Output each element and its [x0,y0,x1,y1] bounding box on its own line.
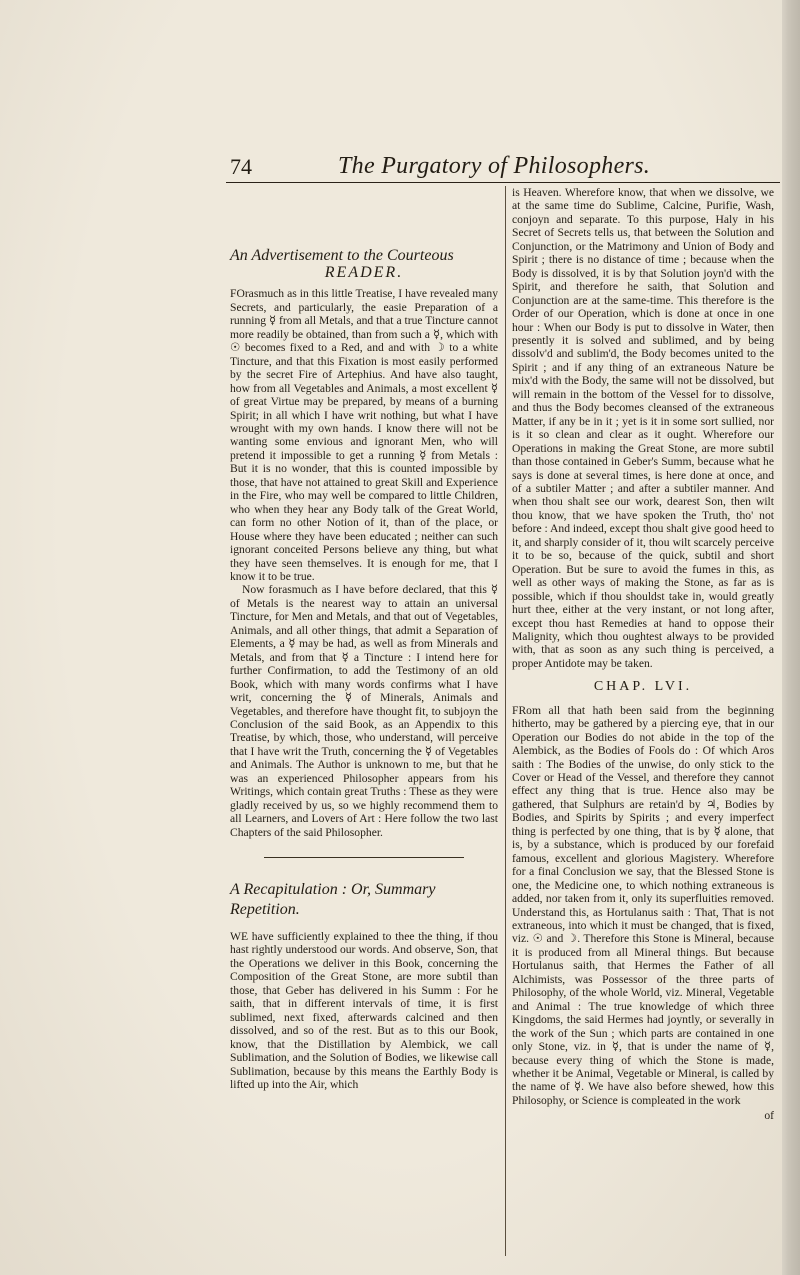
recapitulation-paragraph: WE have sufficiently explained to thee the thing, if thou hast rightly understood our words. And observe, Son, that the Operations we deliver in this Book, concerning the Composition of the Great Stone, are more subtil than those, that Geber has delivered in his Summ : For he saith, that in different intervals of time, it is first sublimed, next fixed, afterwards calcined and then dissolved, and so of the rest. But as to this our Book, know, that the Distillation by Alembick, we call Sublimation, and the Solution of Bodies, we likewise call Sublimation, because by this means the Earthly Body is lifted up into the Air, which [230,930,498,1092]
column-divider [505,186,506,1256]
recapitulation-heading: A Recapitulation : Or, Summary Repetition. [230,881,436,919]
advertisement-paragraph-2: Now forasmuch as I have before declared, that this ☿ of Metals is the nearest way to attain an universal Tincture, for Men and Metals, and that out of Vegetables, Animals, and all other things, that admit a Separation of Elements, a ☿ may be had, as well as from Minerals and Metals, and from that ☿ a Tincture : I intend here for further Confirmation, to add the Testimony of an old Book, which with many words confirms what I have writ, concerning the ☿ of Minerals, Animals and Vegetables, and therefore have thought fit, to subjoyn the Conclusion of the said Book, as an Appendix to this Treatise, by which, those, who understand, will perceive that I have writ the Truth, concerning the ☿ of Vegetables and Animals. The Author is unknown to me, but that he was an experienced Philosopher appears from his Writings, which contain great Truths : These as they were gladly received by us, so we highly recommend them to all Learners, and Lovers of Art : Here follow the two last Chapters of the said Philosopher. [230,583,498,839]
page-header [226,150,780,183]
advertisement-paragraph-1: FOrasmuch as in this little Treatise, I have revealed many Secrets, and particularly, the easie Preparation of a running ☿ from all Metals, and that a true Tincture cannot more readily be obtained, than from such a ☿, which with ☉ becomes fixed to a Red, and and with ☽ to a white Tincture, and that this Fixation is most easily performed by the secret Fire of Artephius. And have also taught, how from all Vegetables and Animals, a most excellent ☿ of great Virtue may be prepared, by means of a burning Spirit; in all which I have writ nothing, but what I have wrought with my own hands. I know there will not be wanting some envious and ignorant Men, who will pretend it impossible to get a running ☿ from Metals : But it is no wonder, that this is counted impossible by those, that have not attained to great Skill and Experience in the Fire, who may well be compared to little Children, who when they hear any Body talk of the Great World, can form no other Notion of it, than of the place, or House where they have been educated ; neither can such ignorant conceited Persons believe any thing, but what they have seen themselves. It is enough for me, that I know it to be true. [230,287,498,583]
reader-heading: READER. [324,264,404,281]
section-divider [264,857,464,858]
right-column [512,186,774,1123]
advertisement-heading: An Advertisement to the Courteous [230,247,454,264]
left-column [230,186,498,1091]
chapter-paragraph: FRom all that hath been said from the beginning hitherto, may be gathered by a piercing eye, that in our Operation our Bodies do not abide in the top of the Alembick, as the Bodies of Fools do : Of which Aros saith : The Bodies of the unwise, do only stick to the Cover or Head of the Vessel, and therefore they cannot effect any thing that is true. Hence also may be gathered, that Sulphurs are retain'd by ♃, Bodies by Bodies, and Spirits by Spirits ; and every imperfect thing is perfected by one thing, that is by ☿ alone, that is, by a substance, which is produced by our forefaid famous, excellent and glorious Magistery. Wherefore for a final Conclusion we say, that the Blessed Stone is one, the Medicine one, to which nothing extraneous is added, nor taken from it, only its superfluities removed. Understand this, as Hortulanus saith : That, That is not extraneous, into which it must be changed, that is fixed, viz. ☉ and ☽. Therefore this Stone is Mineral, because it is produced from all Mineral things. But because Hortulanus saith, that Hermes the Father of all Alchimists, was Possessor of the three parts of Philosophy, of the whole World, viz. Mineral, Vegetable and Animal : The true knowledge of which three Kingdoms, the said Hermes had joyntly, or severally in the work of the Sun ; which parts are contained in one only Stone, viz. in ☿, that is under the name of ☿, because every thing of which the Stone is made, whether it be Animal, Vegetable or Mineral, is called by the name of ☿. We have also before shewed, how this Philosophy, or Science is compleated in the work [512,703,774,1107]
page-number: 74 [230,154,252,179]
continued-paragraph: is Heaven. Wherefore know, that when we dissolve, we at the same time do Sublime, Calcine, Purifie, Wash, conjoyn and separate. To this purpose, Haly in his Secret of Secrets tells us, that between the Solution and Conjunction, or the Matrimony and Union of Body and Spirit ; there is no distance of time ; because when the Body is dissolved, it is by that Solution joyn'd with the Spirit, and therefore he saith, that Solution and Conjunction are at the same-time. This therefore is the Order of our Operation, which is done at once in one hour : When our Body is put to dissolve in Water, then presently it is solved and sublimed, and by being dissolv'd and sublim'd, the Body becomes united to the Spirit ; and if any thing of an extraneous Nature be mix'd with the Body, the same will not be dissolved, but will remain in the bottom of the Vessel for to dissolve, and thus the Body becomes cleansed of the extraneous Matter, if any be in it ; yet is it in some sort sullied, nor is it so clean and clear as it ought. Wherefore our Operations in making the Great Stone, are more subtil than those contained in Geber's Summ, because what he says is done at several times, is here done at once, and of a subtiler Matter ; and after a subtiler manner. And when thou shalt see our work, dearest Son, then wilt thou know, that we have spoken the Truth, tho' not before : And indeed, except thou shalt give good heed to it, and sharply consider of it, thou wilt scarcely perceive it to be so, because of the quick, subtil and short Operation. But be sure to avoid the fumes in this, as well as other ways of making the Stone, as far as is possible, which if thou shouldst take in, would greatly hurt thee, either at the very instant, or not long after, except thou hast Remedies at hand to oppose their Malignity, which thou oughtest always to be provided with, that as soon as any such thing is perceived, a proper Antidote may be taken. [512,186,774,670]
facing-page-edge [782,0,800,1275]
running-title: The Purgatory of Philosophers. [338,153,651,179]
catchword: of [764,1109,774,1123]
chapter-heading: CHAP. LVI. [593,679,693,695]
